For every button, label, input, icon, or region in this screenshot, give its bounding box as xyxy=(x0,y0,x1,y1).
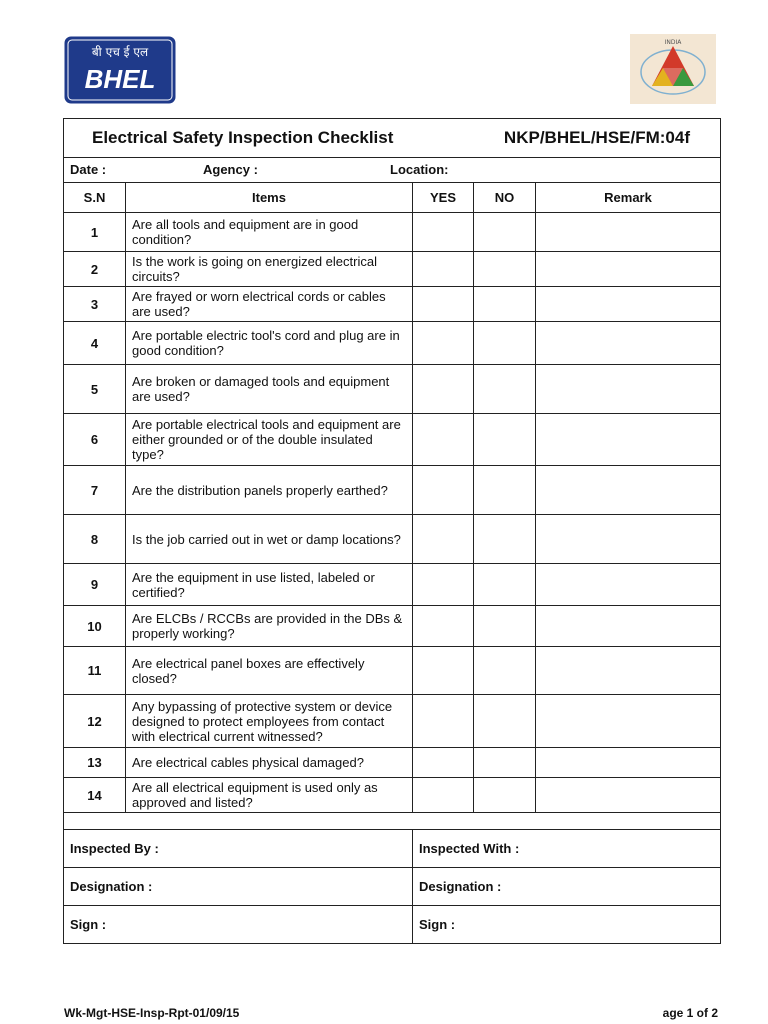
date-label: Date : xyxy=(70,162,107,177)
table-row xyxy=(64,213,721,252)
row-number: 2 xyxy=(64,252,126,287)
no-cell[interactable] xyxy=(474,322,536,365)
column-remark: Remark xyxy=(536,183,721,213)
row-item: Any bypassing of protective system or device designed to protect employees from contact with electrical current witnessed? xyxy=(126,695,413,748)
row-item: Are frayed or worn electrical cords or cables are used? xyxy=(126,287,413,322)
row-number: 5 xyxy=(64,365,126,414)
row-item: Are portable electrical tools and equipment are either grounded or of the double insulated type? xyxy=(126,414,413,466)
bhel-logo xyxy=(64,36,176,104)
footer-page-number: age 1 of 2 xyxy=(662,1006,718,1020)
remark-cell[interactable] xyxy=(536,252,721,287)
table-row xyxy=(64,252,721,287)
row-item: Are all tools and equipment are in good condition? xyxy=(126,213,413,252)
checklist-table xyxy=(63,118,721,944)
row-item: Are electrical panel boxes are effectively closed? xyxy=(126,647,413,695)
remark-cell[interactable] xyxy=(536,647,721,695)
yes-cell[interactable] xyxy=(413,213,474,252)
footer-doc-ref: Wk-Mgt-HSE-Insp-Rpt-01/09/15 xyxy=(64,1006,240,1020)
yes-cell[interactable] xyxy=(413,606,474,647)
row-number: 6 xyxy=(64,414,126,466)
sign-left-label[interactable]: Sign : xyxy=(64,906,413,944)
row-item: Are portable electric tool's cord and plug are in good condition? xyxy=(126,322,413,365)
row-number: 14 xyxy=(64,778,126,813)
row-number: 1 xyxy=(64,213,126,252)
yes-cell[interactable] xyxy=(413,748,474,778)
agency-label: Agency : xyxy=(203,162,258,177)
spacer-row xyxy=(64,813,721,830)
row-number: 9 xyxy=(64,564,126,606)
no-cell[interactable] xyxy=(474,515,536,564)
no-cell[interactable] xyxy=(474,606,536,647)
yes-cell[interactable] xyxy=(413,695,474,748)
no-cell[interactable] xyxy=(474,466,536,515)
remark-cell[interactable] xyxy=(536,695,721,748)
yes-cell[interactable] xyxy=(413,564,474,606)
remark-cell[interactable] xyxy=(536,515,721,564)
no-cell[interactable] xyxy=(474,647,536,695)
remark-cell[interactable] xyxy=(536,414,721,466)
remark-cell[interactable] xyxy=(536,606,721,647)
inspected-with-label[interactable]: Inspected With : xyxy=(413,830,721,868)
yes-cell[interactable] xyxy=(413,365,474,414)
table-row xyxy=(64,748,721,778)
remark-cell[interactable] xyxy=(536,466,721,515)
column-header-row xyxy=(64,183,721,213)
row-number: 12 xyxy=(64,695,126,748)
no-cell[interactable] xyxy=(474,748,536,778)
yes-cell[interactable] xyxy=(413,287,474,322)
no-cell[interactable] xyxy=(474,287,536,322)
remark-cell[interactable] xyxy=(536,778,721,813)
sign-right-label[interactable]: Sign : xyxy=(413,906,721,944)
hse-logo xyxy=(630,34,716,104)
row-number: 10 xyxy=(64,606,126,647)
column-no: NO xyxy=(474,183,536,213)
row-item: Are electrical cables physical damaged? xyxy=(126,748,413,778)
table-row xyxy=(64,466,721,515)
bhel-hindi-text: बी एच ई एल xyxy=(91,45,149,59)
remark-cell[interactable] xyxy=(536,748,721,778)
bhel-brand-text: BHEL xyxy=(84,64,156,94)
row-number: 3 xyxy=(64,287,126,322)
yes-cell[interactable] xyxy=(413,322,474,365)
table-row xyxy=(64,778,721,813)
remark-cell[interactable] xyxy=(536,213,721,252)
yes-cell[interactable] xyxy=(413,647,474,695)
hse-logo-text: INDIA xyxy=(664,39,682,46)
row-item: Are the distribution panels properly earthed? xyxy=(126,466,413,515)
signoff-row xyxy=(64,906,721,944)
table-row xyxy=(64,647,721,695)
table-row xyxy=(64,322,721,365)
inspected-by-label[interactable]: Inspected By : xyxy=(64,830,413,868)
no-cell[interactable] xyxy=(474,564,536,606)
designation-left-label[interactable]: Designation : xyxy=(64,868,413,906)
signoff-row xyxy=(64,868,721,906)
table-row xyxy=(64,414,721,466)
remark-cell[interactable] xyxy=(536,365,721,414)
table-row xyxy=(64,695,721,748)
remark-cell[interactable] xyxy=(536,322,721,365)
row-item: Are the equipment in use listed, labeled or certified? xyxy=(126,564,413,606)
yes-cell[interactable] xyxy=(413,414,474,466)
no-cell[interactable] xyxy=(474,252,536,287)
column-sn: S.N xyxy=(64,183,126,213)
yes-cell[interactable] xyxy=(413,515,474,564)
yes-cell[interactable] xyxy=(413,778,474,813)
designation-right-label[interactable]: Designation : xyxy=(413,868,721,906)
title-row xyxy=(64,119,721,158)
document-code: NKP/BHEL/HSE/FM:04f xyxy=(503,128,690,147)
table-row xyxy=(64,287,721,322)
table-row xyxy=(64,564,721,606)
no-cell[interactable] xyxy=(474,778,536,813)
row-number: 13 xyxy=(64,748,126,778)
table-row xyxy=(64,606,721,647)
row-number: 4 xyxy=(64,322,126,365)
row-item: Are all electrical equipment is used only as approved and listed? xyxy=(126,778,413,813)
row-item: Are broken or damaged tools and equipment are used? xyxy=(126,365,413,414)
row-item: Is the job carried out in wet or damp locations? xyxy=(126,515,413,564)
remark-cell[interactable] xyxy=(536,287,721,322)
row-item: Is the work is going on energized electrical circuits? xyxy=(126,252,413,287)
column-yes: YES xyxy=(413,183,474,213)
signoff-row xyxy=(64,830,721,868)
table-row xyxy=(64,365,721,414)
yes-cell[interactable] xyxy=(413,252,474,287)
info-row xyxy=(64,158,721,183)
yes-cell[interactable] xyxy=(413,466,474,515)
remark-cell[interactable] xyxy=(536,564,721,606)
table-row xyxy=(64,515,721,564)
row-number: 11 xyxy=(64,647,126,695)
no-cell[interactable] xyxy=(474,695,536,748)
no-cell[interactable] xyxy=(474,213,536,252)
no-cell[interactable] xyxy=(474,365,536,414)
column-items: Items xyxy=(126,183,413,213)
row-item: Are ELCBs / RCCBs are provided in the DBs & properly working? xyxy=(126,606,413,647)
location-label: Location: xyxy=(390,162,449,177)
row-number: 8 xyxy=(64,515,126,564)
document-title: Electrical Safety Inspection Checklist xyxy=(92,128,394,147)
row-number: 7 xyxy=(64,466,126,515)
no-cell[interactable] xyxy=(474,414,536,466)
